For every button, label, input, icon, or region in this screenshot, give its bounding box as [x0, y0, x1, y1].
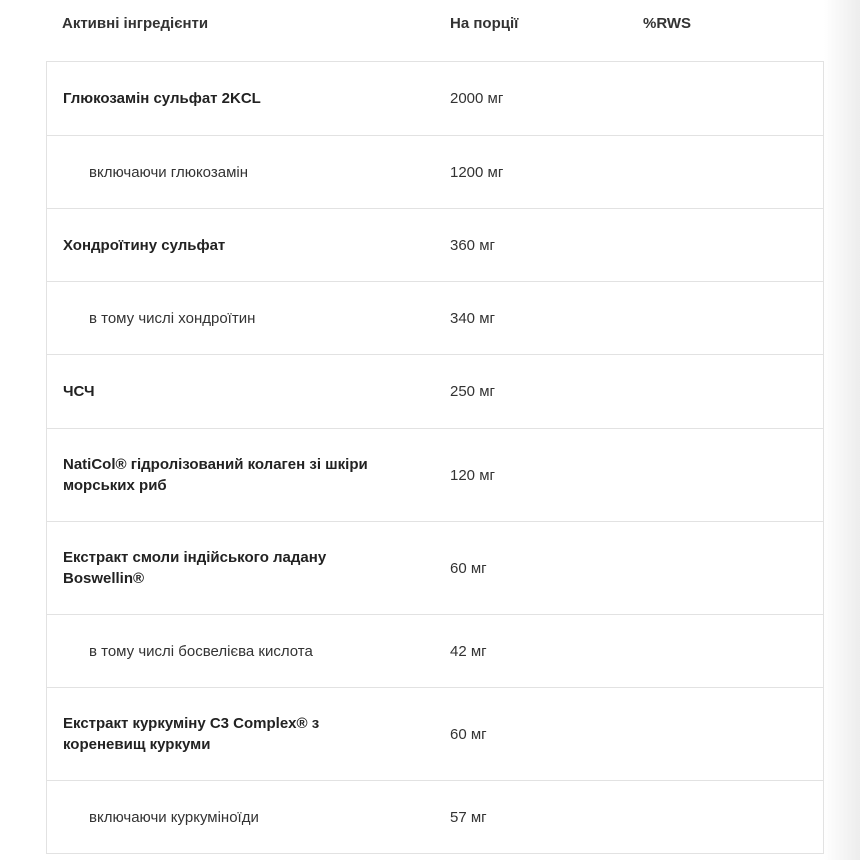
- table-header: [0, 0, 822, 48]
- ingredient-amount: 360 мг: [450, 236, 495, 254]
- scroll-edge-shadow: [824, 0, 860, 860]
- table-row: [47, 62, 823, 136]
- table-row: [47, 355, 823, 429]
- ingredient-amount: 42 мг: [450, 642, 487, 660]
- header-per-serving: На порції: [450, 15, 519, 32]
- ingredient-name: Екстракт смоли індійського ладану Boswellin®: [63, 549, 327, 587]
- ingredient-amount: 250 мг: [450, 383, 495, 400]
- table-row: [47, 282, 823, 355]
- table-row: [47, 209, 823, 282]
- header-ingredients: Активні інгредієнти: [62, 15, 209, 32]
- header-rws: %RWS: [643, 15, 692, 32]
- table-row: [47, 781, 823, 854]
- ingredient-amount: 60 мг: [450, 725, 487, 743]
- ingredient-name: NatiCol® гідролізований колаген зі шкіри морських риб: [63, 456, 368, 494]
- ingredient-name: в тому числі босвелієва кислота: [89, 642, 313, 660]
- table-row: [47, 615, 823, 688]
- ingredient-amount: 57 мг: [450, 808, 487, 826]
- table-row: [47, 522, 823, 615]
- ingredient-amount: 1200 мг: [450, 163, 504, 181]
- table-row: [47, 688, 823, 781]
- ingredient-name: Глюкозамін сульфат 2KCL: [63, 90, 261, 107]
- ingredient-name: Екстракт куркуміну C3 Complex® з кореневищ куркуми: [63, 715, 320, 753]
- ingredient-name: Хондроїтину сульфат: [63, 236, 226, 254]
- ingredient-amount: 340 мг: [450, 309, 495, 327]
- ingredient-amount: 60 мг: [450, 559, 487, 577]
- ingredient-name: включаючи глюкозамін: [89, 163, 249, 181]
- table-row: [47, 429, 823, 522]
- table-row: [47, 136, 823, 209]
- ingredient-name: в тому числі хондроїтин: [89, 309, 256, 327]
- ingredient-amount: 120 мг: [450, 466, 495, 484]
- ingredient-amount: 2000 мг: [450, 90, 504, 107]
- ingredients-table: [46, 61, 824, 854]
- ingredient-name: ЧСЧ: [63, 383, 95, 400]
- ingredient-name: включаючи куркуміноїди: [89, 808, 259, 826]
